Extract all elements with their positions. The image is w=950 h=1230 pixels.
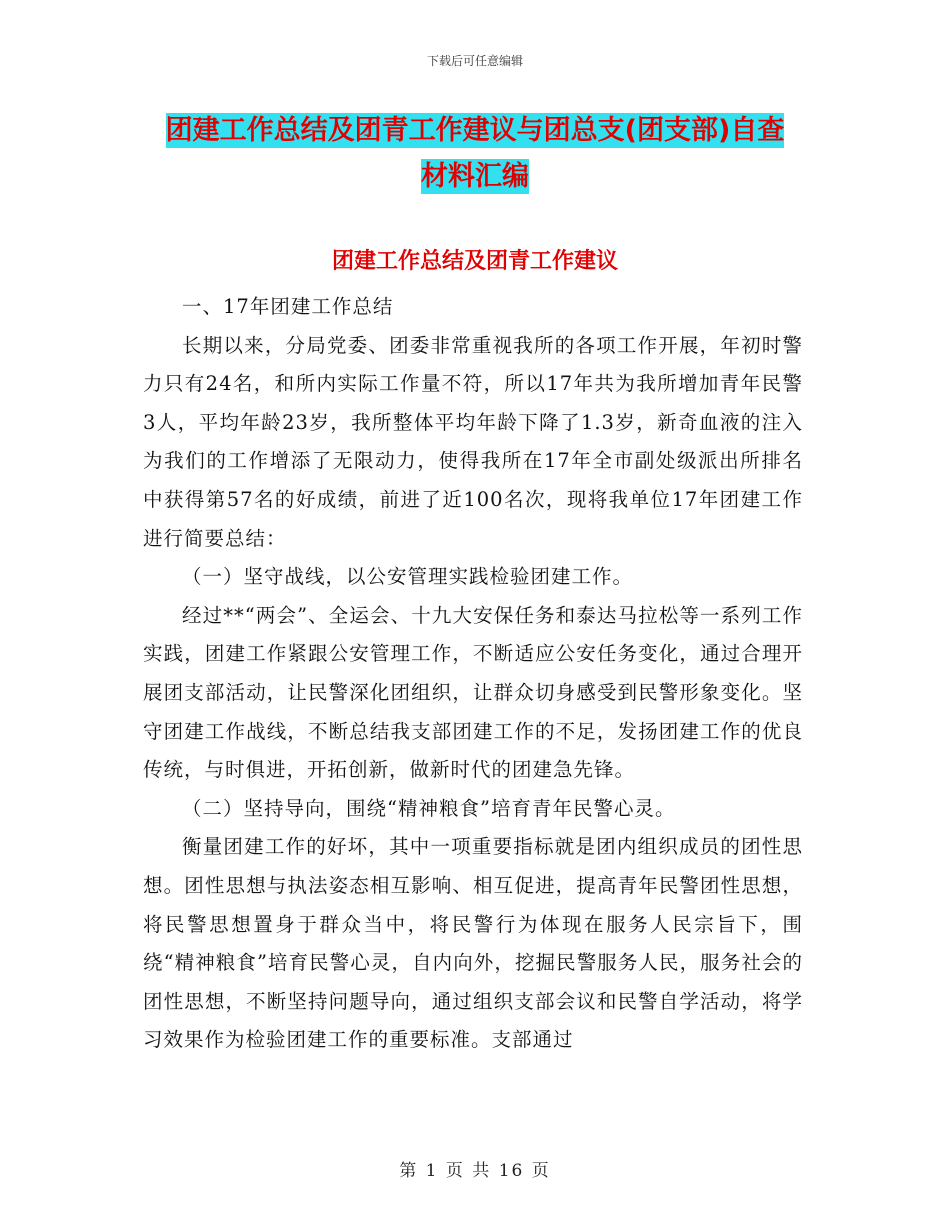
paragraph: （二）坚持导向，围绕“精神粮食”培育青年民警心灵。 (182, 796, 676, 820)
paragraph: 经过**“两会”、全运会、十九大安保任务和泰达马拉松等一系列工作实践，团建工作紧跟公安管理工作，不断适应公安任务变化，通过合理开展团支部活动，让民警深化团组织，让群众切身感受到民警形象变化。坚守团建工作战线，不断总结我支部团建工作的不足，发扬团建工作的优良传统，与时俱进，开拓创新，做新时代的团建急先锋。 (143, 603, 803, 782)
body-text (143, 288, 803, 1060)
document-title (140, 108, 810, 200)
section-title: 团建工作总结及团青工作建议 (331, 249, 618, 274)
title-line-2: 材料汇编 (421, 161, 529, 192)
header-note: 下载后可任意编辑 (426, 54, 523, 68)
paragraph: 衡量团建工作的好坏，其中一项重要指标就是团内组织成员的团性思想。团性思想与执法姿态相互影响、相互促进，提高青年民警团性思想，将民警思想置身于群众当中，将民警行为体现在服务人民宗旨下，围绕“精神粮食”培育民警心灵，自内向外，挖掘民警服务人民，服务社会的团性思想，不断坚持问题导向，通过组织支部会议和民警自学活动，将学习效果作为检验团建工作的重要标准。支部通过 (143, 835, 803, 1052)
paragraph: 长期以来，分局党委、团委非常重视我所的各项工作开展，年初时警力只有24名，和所内实际工作量不符，所以17年共为我所增加青年民警3人，平均年龄23岁，我所整体平均年龄下降了1.3岁，新奇血液的注入为我们的工作增添了无限动力，使得我所在17年全市副处级派出所排名中获得第57名的好成绩，前进了近100名次，现将我单位17年团建工作进行简要总结： (143, 333, 803, 550)
page-number: 第 1 页 共 16 页 (399, 1161, 551, 1181)
title-line-1: 团建工作总结及团青工作建议与团总支(团支部)自查 (165, 115, 785, 146)
paragraph: 一、17年团建工作总结 (182, 295, 394, 318)
paragraph: （一）坚守战线，以公安管理实践检验团建工作。 (182, 565, 634, 589)
